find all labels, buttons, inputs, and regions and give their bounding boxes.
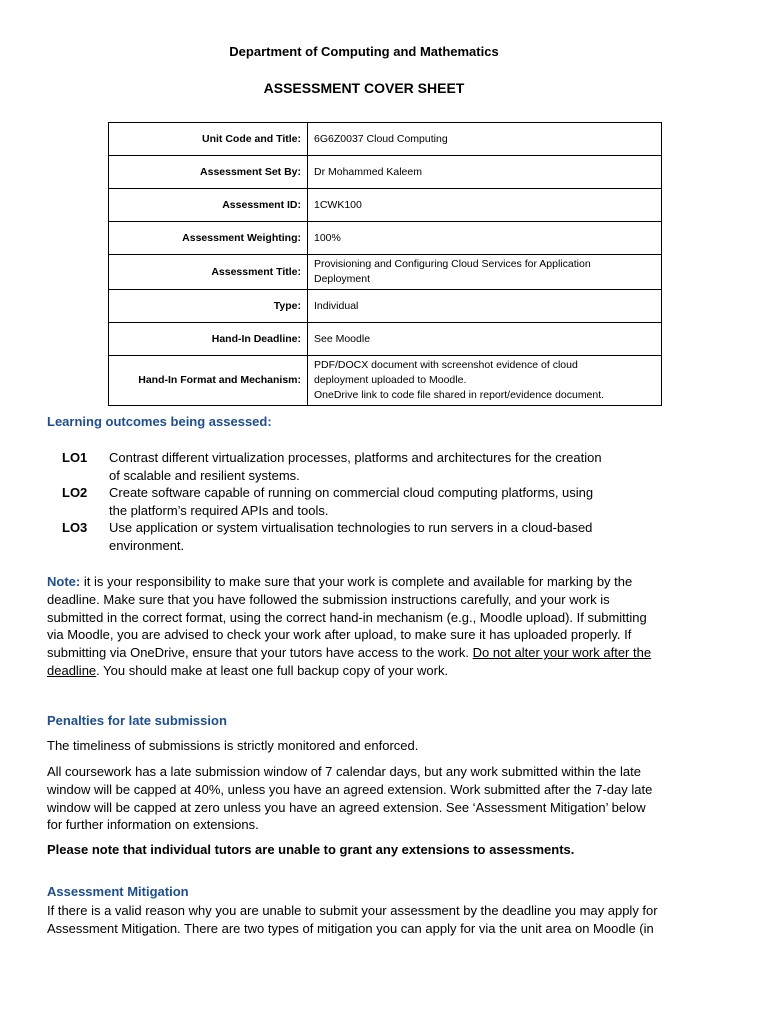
row-label: Assessment ID:	[109, 189, 308, 222]
mitigation-heading: Assessment Mitigation	[47, 884, 189, 899]
penalties-heading: Penalties for late submission	[47, 713, 227, 728]
lo-code: LO3	[62, 520, 88, 535]
row-label: Assessment Weighting:	[109, 222, 308, 255]
penalties-details: All coursework has a late submission window of 7 calendar days, but any work submitted within the late window will be capped at 40%, unless you have an agreed extension. Work submitted after the 7-day late window will be capped at zero unless you have an agreed extension. See ‘Assessment Mitigation’ below for further information on extensions.	[47, 764, 653, 833]
row-label: Hand-In Deadline:	[109, 323, 308, 356]
row-label: Assessment Title:	[109, 255, 308, 290]
row-value: 100%	[308, 222, 662, 255]
row-value: PDF/DOCX document with screenshot evidence of cloud deployment uploaded to Moodle. OneDrive link to code file shared in report/evidence document.	[308, 356, 662, 406]
learning-outcomes-heading: Learning outcomes being assessed:	[47, 414, 272, 429]
list-item	[62, 519, 702, 554]
lo-text: Use application or system virtualisation technologies to run servers in a cloud-based environment.	[109, 520, 593, 553]
table-row	[109, 156, 662, 189]
table-row	[109, 189, 662, 222]
row-label: Hand-In Format and Mechanism:	[109, 356, 308, 406]
lo-text: Create software capable of running on commercial cloud computing platforms, using the platform’s required APIs and tools.	[109, 485, 594, 518]
extensions-notice: Please note that individual tutors are unable to grant any extensions to assessments.	[47, 842, 575, 857]
row-label: Unit Code and Title:	[109, 123, 308, 156]
page-title: ASSESSMENT COVER SHEET	[263, 80, 465, 96]
row-label: Assessment Set By:	[109, 156, 308, 189]
table-row	[109, 123, 662, 156]
list-item	[62, 484, 702, 519]
row-value: See Moodle	[308, 323, 662, 356]
table-row	[109, 222, 662, 255]
row-value: Dr Mohammed Kaleem	[308, 156, 662, 189]
department-heading: Department of Computing and Mathematics	[229, 44, 499, 59]
lo-code: LO2	[62, 485, 88, 500]
mitigation-paragraph: If there is a valid reason why you are unable to submit your assessment by the deadline you may apply for Assessment Mitigation. There are two types of mitigation you can apply for via the unit area on Moodle (in	[47, 903, 658, 936]
table-row	[109, 290, 662, 323]
underlined-warning: Do not alter your work after the	[472, 645, 652, 661]
cover-table	[108, 122, 662, 406]
table-row	[109, 255, 662, 290]
table-row	[109, 323, 662, 356]
lo-text: Contrast different virtualization processes, platforms and architectures for the creation of scalable and resilient systems.	[109, 450, 602, 483]
penalties-intro: The timeliness of submissions is strictly monitored and enforced.	[47, 738, 419, 753]
row-value: 1CWK100	[308, 189, 662, 222]
row-value: Provisioning and Configuring Cloud Services for Application Deployment	[308, 255, 662, 290]
list-item	[62, 449, 702, 484]
row-label: Type:	[109, 290, 308, 323]
note-paragraph: Note: it is your responsibility to make sure that your work is complete and available for marking by the deadline. Make sure that you have followed the submission instructions carefully, and your work is submitted in the correct format, using the correct hand-in mechanism (e.g., Moodle upload). If submitting via Moodle, you are advised to check your work after upload, to make sure it has uploaded properly. If submitting via OneDrive, ensure that your tutors have access to the work. Do not alter your work after the deadline. You should make at least one full backup copy of your work.	[47, 574, 652, 678]
row-value: Individual	[308, 290, 662, 323]
note-label: Note:	[47, 574, 81, 589]
learning-outcomes-list	[62, 449, 702, 554]
lo-code: LO1	[62, 450, 88, 465]
table-row	[109, 356, 662, 406]
row-value: 6G6Z0037 Cloud Computing	[308, 123, 662, 156]
